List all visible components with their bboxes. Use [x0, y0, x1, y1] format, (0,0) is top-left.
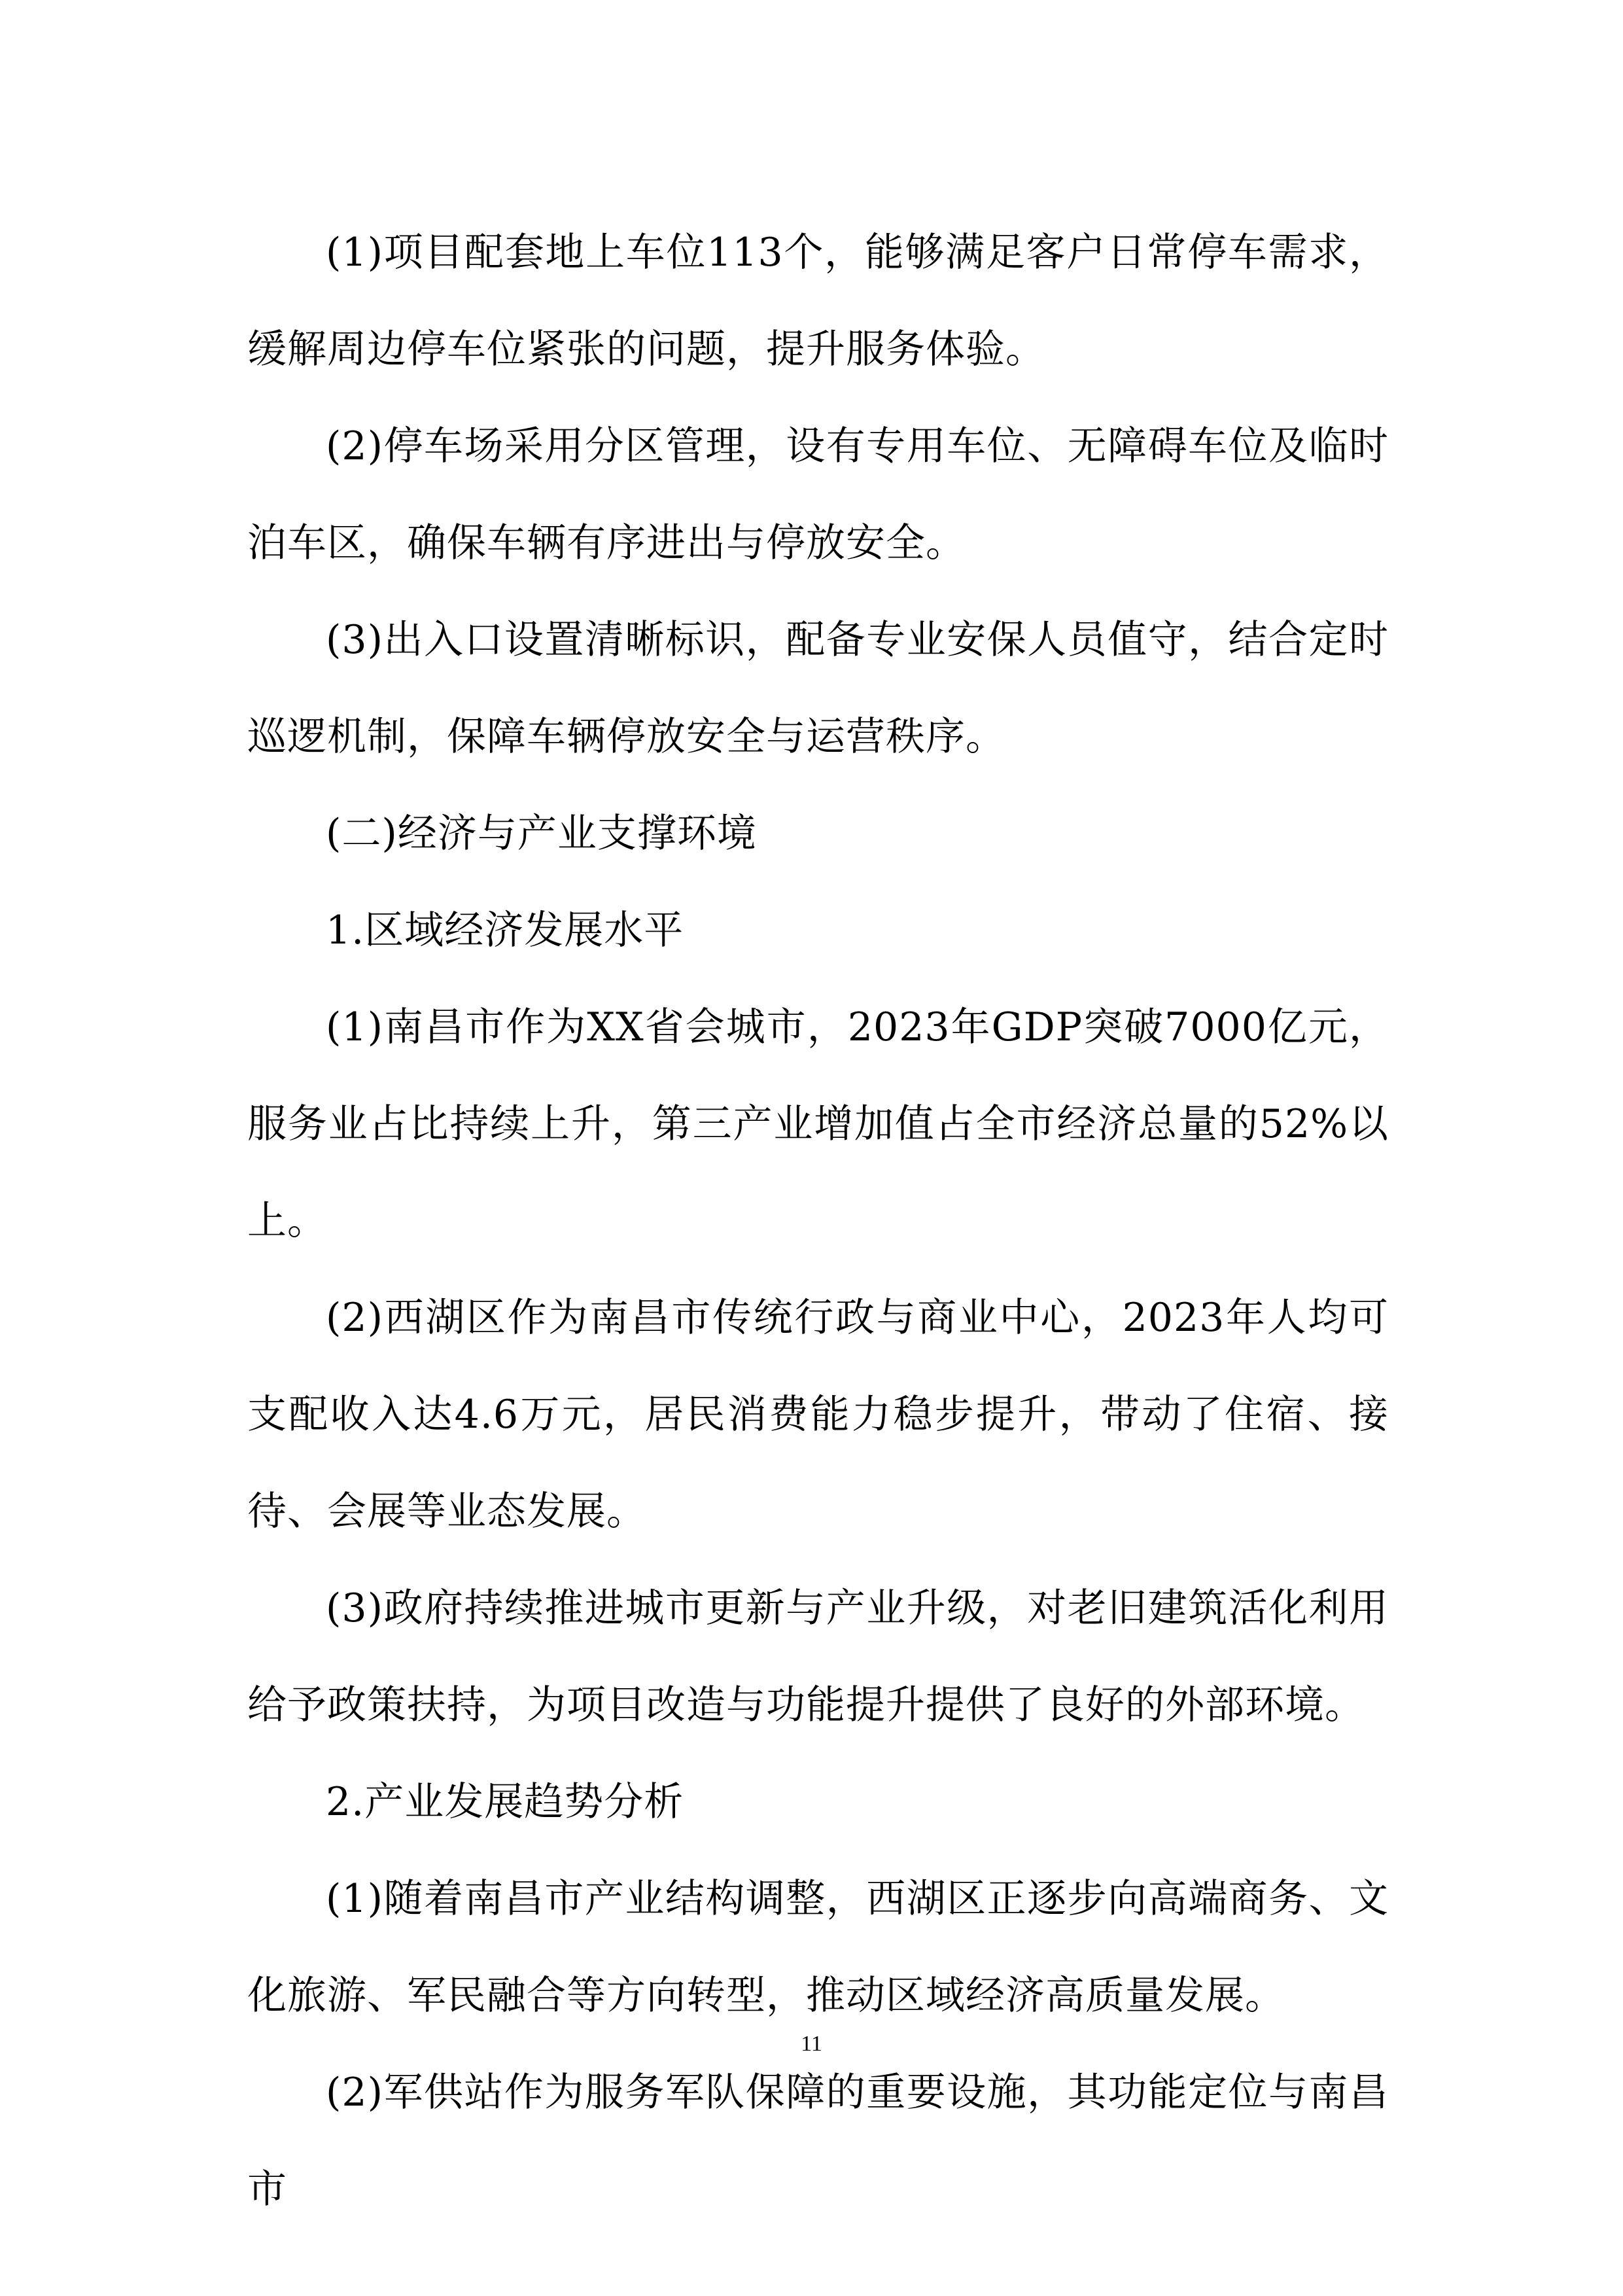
page-number: 11	[801, 2032, 822, 2056]
subheading-industry-trends: 2.产业发展趋势分析	[326, 1779, 684, 1825]
paragraph-government-policy: (3)政府持续推进城市更新与产业升级，对老旧建筑活化利用给予政策扶持，为项目改造与功能提升提供了良好的外部环境。	[247, 1585, 1389, 1728]
subheading-regional-economy: 1.区域经济发展水平	[326, 908, 684, 953]
document-body	[247, 204, 1389, 2238]
section-heading-economy: (二)经济与产业支撑环境	[326, 811, 757, 857]
paragraph-parking-spaces: (1)项目配套地上车位113个，能够满足客户日常停车需求，缓解周边停车位紧张的问题，提升服务体验。	[247, 230, 1389, 372]
paragraph-military-supply-station: (2)军供站作为服务军队保障的重要设施，其功能定位与南昌市	[247, 2070, 1389, 2212]
paragraph-nanchang-gdp: (1)南昌市作为XX省会城市，2023年GDP突破7000亿元，服务业占比持续上升，第三产业增加值占全市经济总量的52%以上。	[247, 1004, 1389, 1244]
paragraph-parking-security: (3)出入口设置清晰标识，配备专业安保人员值守，结合定时巡逻机制，保障车辆停放安全与运营秩序。	[247, 617, 1389, 760]
paragraph-parking-zoning: (2)停车场采用分区管理，设有专用车位、无障碍车位及临时泊车区，确保车辆有序进出与停放安全。	[247, 423, 1389, 566]
paragraph-industry-transition: (1)随着南昌市产业结构调整，西湖区正逐步向高端商务、文化旅游、军民融合等方向转型，推动区域经济高质量发展。	[247, 1876, 1389, 2019]
paragraph-xihu-income: (2)西湖区作为南昌市传统行政与商业中心，2023年人均可支配收入达4.6万元，居民消费能力稳步提升，带动了住宿、接待、会展等业态发展。	[247, 1295, 1389, 1534]
